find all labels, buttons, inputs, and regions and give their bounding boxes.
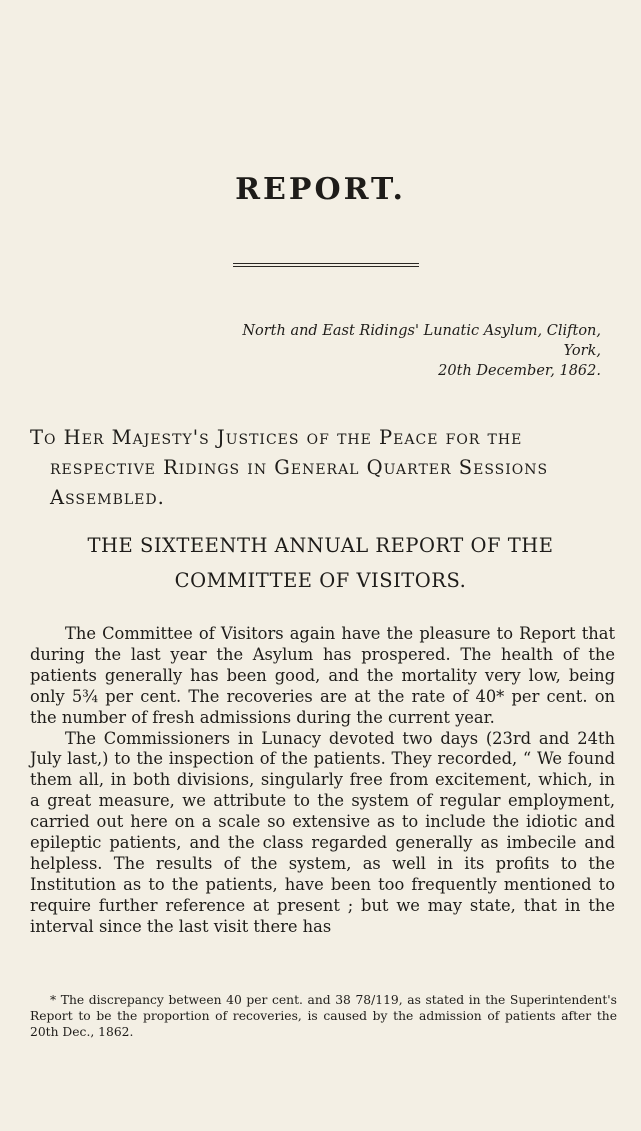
body-text xyxy=(30,624,615,938)
dateline-place: North and East Ridings' Lunatic Asylum, Clifton, York, xyxy=(242,323,601,359)
heading-line-2: COMMITTEE OF VISITORS. xyxy=(174,569,467,592)
dateline xyxy=(221,321,601,381)
address-block xyxy=(30,423,603,513)
rule-line xyxy=(233,266,419,267)
dateline-date: 20th December, 1862. xyxy=(438,363,601,379)
address-line-3: Assembled. xyxy=(50,486,165,509)
rule-line xyxy=(233,263,419,264)
footnote xyxy=(30,992,617,1040)
footnote-text: * The discrepancy between 40 per cent. and 38 78/119, as stated in the Superintendent's Report to be the proportion of recoveries, is caused by the admission of patients after the 20th Dec., 1862. xyxy=(30,993,617,1039)
report-heading xyxy=(0,528,641,598)
address-line-2: respective Ridings in General Quarter Sessions xyxy=(50,456,549,479)
report-title: REPORT. xyxy=(235,172,406,207)
heading-line-1: THE SIXTEENTH ANNUAL REPORT OF THE xyxy=(87,534,554,557)
address-line-1: To Her Majesty's Justices of the Peace for the xyxy=(30,426,523,449)
paragraph-2: The Commissioners in Lunacy devoted two days (23rd and 24th July last,) to the inspection of the patients. They recorded, “ We found them all, in both divisions, singularly free from excitement, which, in a great measure, we attribute to the system of regular employment, carried out here on a scale so extensive as to include the idiotic and epileptic patients, and the class regarded generally as imbecile and helpless. The results of the system, as well in its profits to the Institution as to the patients, have been too frequently mentioned to require further reference at present ; but we may state, that in the interval since the last visit there has xyxy=(30,728,615,936)
paragraph-1: The Committee of Visitors again have the pleasure to Report that during the last year the Asylum has prospered. The health of the patients generally has been good, and the mortality very low, being only 5¾ per cent. The recoveries are at the rate of 40* per cent. on the number of fresh admissions during the current year. xyxy=(30,624,615,727)
double-rule xyxy=(233,263,419,269)
